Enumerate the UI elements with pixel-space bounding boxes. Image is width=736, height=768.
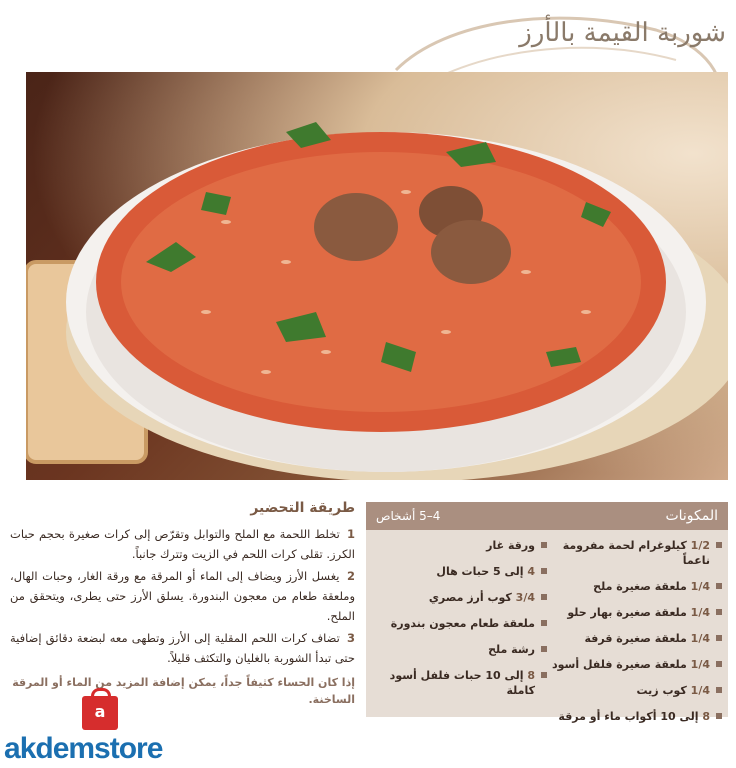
step-text: تخلط اللحمة مع الملح والتوابل وتقرّص إلى كرات صغيرة بحجم حبات الكرز. تقلى كرات اللحم في الزيت وتترك جانباً. [10, 527, 355, 561]
method-note: إذا كان الحساء كثيفاً جداً، يمكن إضافة المزيد من الماء أو المرقة الساخنة. [12, 676, 355, 706]
ingredients-header [366, 502, 728, 530]
ingredient-item [372, 616, 547, 631]
bag-letter: a [94, 702, 106, 721]
logo-rest: kdemstore [19, 732, 163, 765]
ingredient-qty: 1/4 [690, 632, 710, 645]
logo-prefix: a [4, 732, 20, 765]
bullet-icon [716, 661, 722, 667]
ingredient-qty: 1/4 [690, 684, 710, 697]
ingredient-qty: 1/4 [690, 606, 710, 619]
ingredients-right-column [547, 538, 722, 735]
ingredient-text: كوب أرز مصري [428, 591, 512, 604]
ingredient-item [547, 579, 722, 594]
bullet-icon [541, 672, 547, 678]
soup-illustration [26, 72, 728, 480]
ingredient-text: رشة ملح [488, 643, 535, 656]
bullet-icon [716, 583, 722, 589]
ingredient-item [547, 631, 722, 646]
bullet-icon [541, 542, 547, 548]
bullet-icon [541, 620, 547, 626]
store-logo[interactable] [4, 696, 204, 768]
step-text: يغسل الأرز ويضاف إلى الماء أو المرقة مع ورقة الغار، وحبات الهال، وملعقة طعام من معجون البندورة. يسلق الأرز حتى يطرى، ويتحقق من الملح. [10, 569, 355, 623]
ingredient-item [547, 538, 722, 568]
ingredient-text: ملعقة صغيرة بهار حلو [567, 606, 687, 619]
method-section [10, 500, 355, 708]
bullet-icon [716, 687, 722, 693]
ingredients-label: المكونات [665, 508, 718, 524]
ingredient-text: إلى 10 أكواب ماء أو مرقة [558, 710, 699, 723]
step-number: 3 [347, 631, 356, 645]
logo-wordmark [4, 732, 162, 766]
bullet-icon [716, 635, 722, 641]
ingredient-item [547, 605, 722, 620]
step-number: 2 [347, 569, 356, 583]
ingredient-text: إلى 5 حبات هال [436, 565, 524, 578]
method-step [10, 524, 355, 564]
ingredients-left-column [372, 538, 547, 735]
ingredient-qty: 8 [702, 710, 710, 723]
method-heading: طريقة التحضير [250, 500, 355, 516]
ingredient-text: ورقة غار [486, 539, 535, 552]
bullet-icon [716, 542, 722, 548]
ingredient-qty: 4 [527, 565, 535, 578]
ingredients-box [366, 502, 728, 723]
ingredient-text: ملعقة صغيرة ملح [593, 580, 687, 593]
shopping-bag-icon [82, 696, 118, 730]
ingredients-columns [366, 530, 728, 735]
step-text: تضاف كرات اللحم المقلية إلى الأرز وتطهى معه لبضعة دقائق إضافية حتى تبدأ الشوربة بالغليان والتكثف قليلاً. [10, 631, 355, 665]
soup-photo [26, 72, 728, 480]
bullet-icon [716, 713, 722, 719]
method-step [10, 628, 355, 668]
ingredient-qty: 1/4 [690, 580, 710, 593]
ingredient-item [372, 668, 547, 698]
bullet-icon [541, 646, 547, 652]
ingredient-item [372, 590, 547, 605]
bullet-icon [716, 609, 722, 615]
servings: 4–5 أشخاص [376, 509, 441, 523]
bullet-icon [541, 568, 547, 574]
ingredient-qty: 1/2 [690, 539, 710, 552]
ingredient-text: إلى 10 حبات فلفل أسود كاملة [389, 669, 535, 697]
ingredient-text: كوب زيت [636, 684, 687, 697]
bullet-icon [541, 594, 547, 600]
ingredient-item [547, 683, 722, 698]
ingredient-item [547, 657, 722, 672]
step-number: 1 [347, 527, 356, 541]
ingredient-qty: 1/4 [690, 658, 710, 671]
ingredient-item [372, 564, 547, 579]
ingredient-qty: 3/4 [515, 591, 535, 604]
ingredient-qty: 8 [527, 669, 535, 682]
method-step [10, 566, 355, 626]
ingredient-item [547, 709, 722, 724]
ingredient-item [372, 538, 547, 553]
ingredient-text: ملعقة طعام معجون بندورة [390, 617, 535, 630]
ingredient-text: ملعقة صغيرة فلفل أسود [552, 658, 687, 671]
ingredient-item [372, 642, 547, 657]
ingredient-text: كيلوغرام لحمة مفرومة ناعماً [562, 539, 710, 567]
recipe-title: شوربة القيمة بالأرز [519, 18, 726, 48]
ingredient-text: ملعقة صغيرة قرفة [584, 632, 687, 645]
